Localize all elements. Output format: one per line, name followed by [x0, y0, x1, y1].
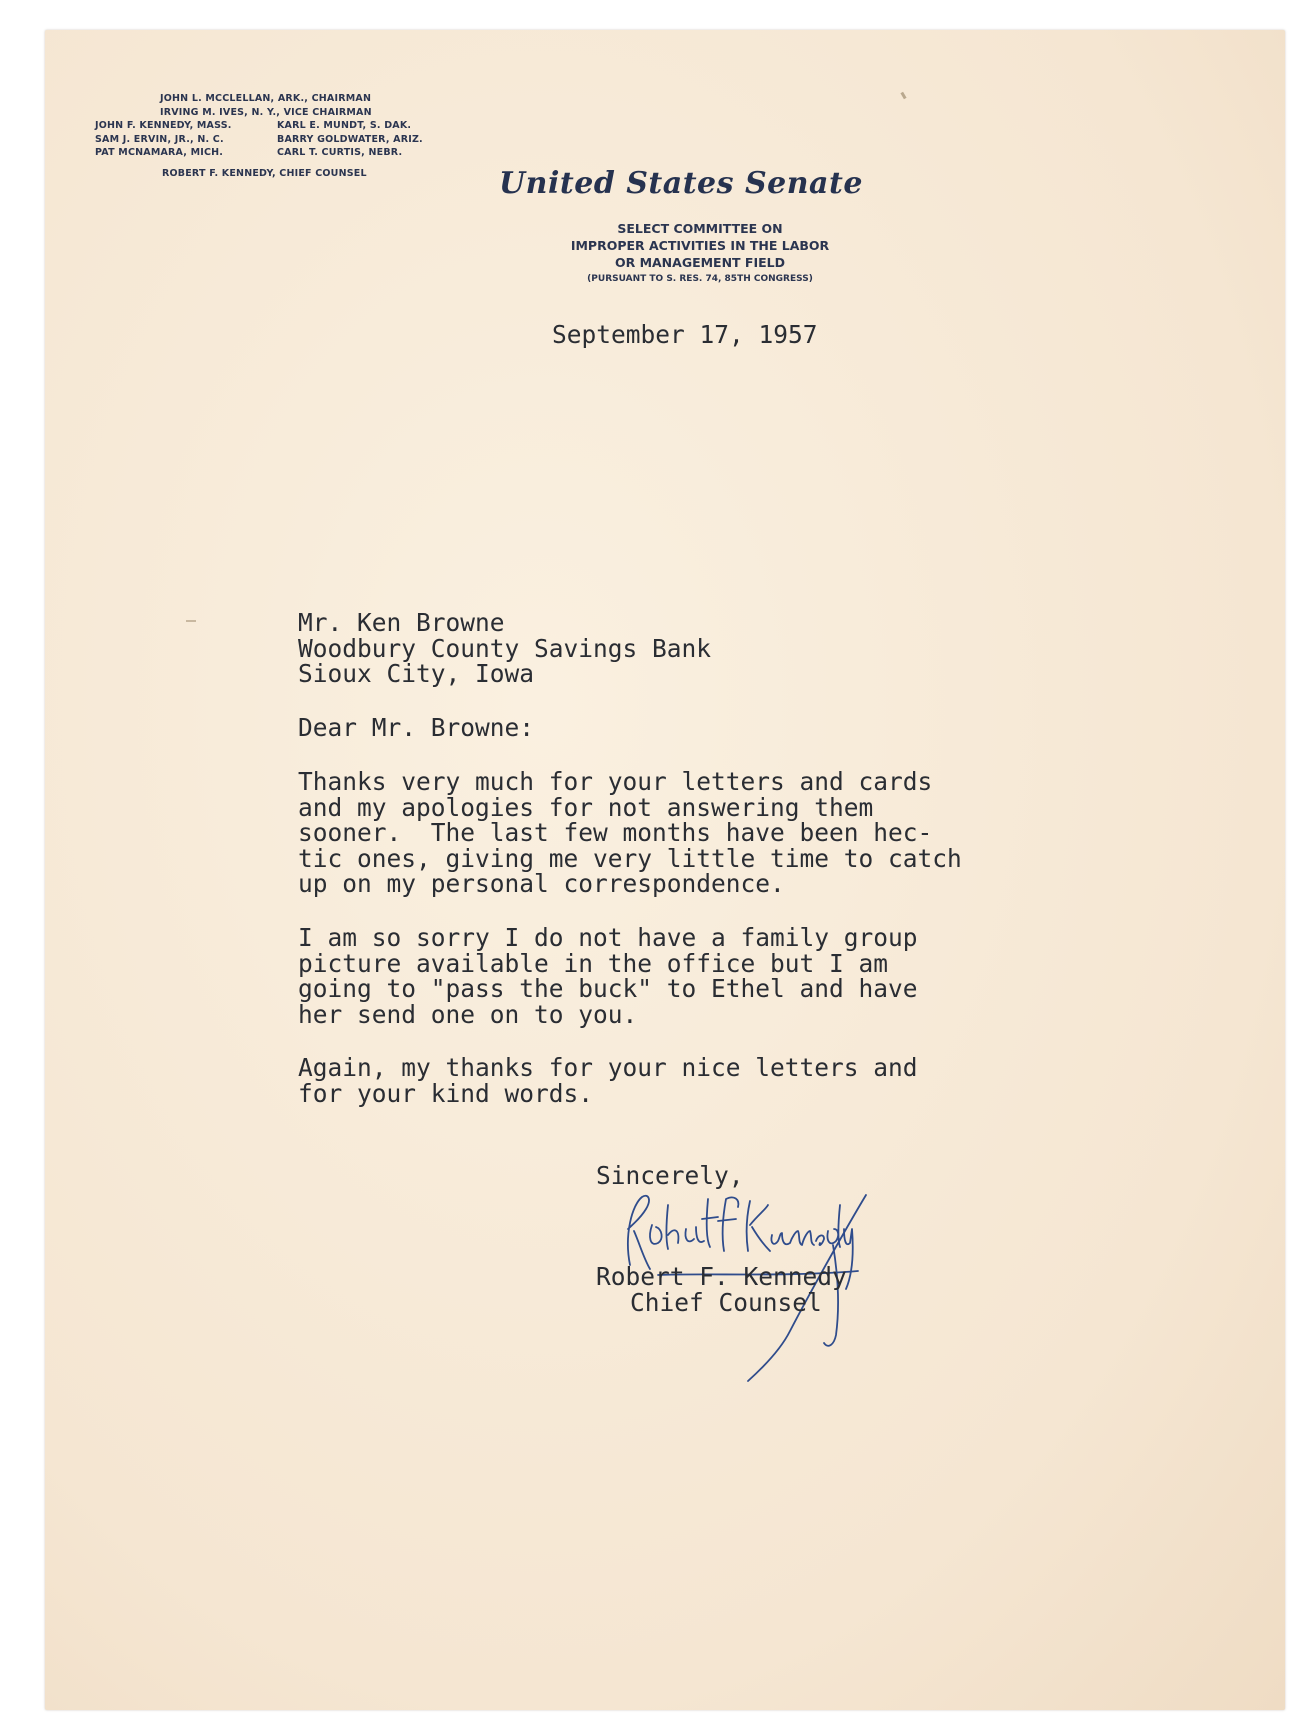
member-left: SAM J. ERVIN, JR., N. C. [95, 133, 224, 145]
recipient-address [298, 610, 711, 687]
chairman-line: JOHN L. MCCLELLAN, ARK., CHAIRMAN [160, 93, 372, 104]
body-line: Thanks very much for your letters and cards [298, 767, 933, 796]
body-line: sooner. The last few months have been hec- [298, 818, 933, 848]
committee-line: SELECT COMMITTEE ON [617, 221, 783, 236]
committee-line: OR MANAGEMENT FIELD [614, 255, 786, 270]
body-line: for your kind words. [298, 1078, 594, 1108]
committee-name [540, 220, 860, 288]
member-right: BARRY GOLDWATER, ARIZ. [277, 133, 423, 145]
address-line: Woodbury County Savings Bank [298, 633, 712, 663]
address-line: Sioux City, Iowa [298, 659, 535, 689]
complimentary-close: Sincerely, [596, 1161, 744, 1190]
letter-date: September 17, 1957 [552, 320, 818, 349]
member-left: JOHN F. KENNEDY, MASS. [95, 120, 232, 132]
member-right: CARL T. CURTIS, NEBR. [277, 147, 403, 159]
vice-chairman-line: IRVING M. IVES, N. Y., VICE CHAIRMAN [160, 106, 372, 118]
body-line: her send one on to you. [298, 999, 638, 1029]
body-line: picture available in the office but I am [298, 948, 889, 978]
body-line: up on my personal correspondence. [298, 869, 785, 899]
committee-line: IMPROPER ACTIVITIES IN THE LABOR [570, 238, 830, 253]
body-line: and my apologies for not answering them [298, 792, 874, 822]
letterhead-title: United States Senate [499, 166, 863, 201]
paper-speck [186, 620, 196, 622]
chief-counsel-line: ROBERT F. KENNEDY, CHIEF COUNSEL [162, 167, 367, 179]
member-right: KARL E. MUNDT, S. DAK. [277, 120, 412, 132]
body-line: tic ones, giving me very little time to catch [298, 843, 962, 873]
salutation: Dear Mr. Browne: [298, 713, 535, 742]
member-left: PAT MCNAMARA, MICH. [95, 147, 224, 159]
body-paragraph [298, 769, 962, 897]
body-paragraph [298, 1055, 918, 1106]
body-line: Again, my thanks for your nice letters and [298, 1053, 918, 1082]
body-paragraph [298, 925, 918, 1027]
body-line: going to "pass the buck" to Ethel and have [298, 974, 918, 1004]
body-line: I am so sorry I do not have a family group [298, 923, 918, 952]
signer-title: Chief Counsel [630, 1288, 822, 1317]
committee-authority: (PURSUANT TO S. RES. 74, 85TH CONGRESS) [587, 274, 813, 284]
signer-name: Robert F. Kennedy [596, 1262, 847, 1291]
address-line: Mr. Ken Browne [298, 608, 505, 637]
